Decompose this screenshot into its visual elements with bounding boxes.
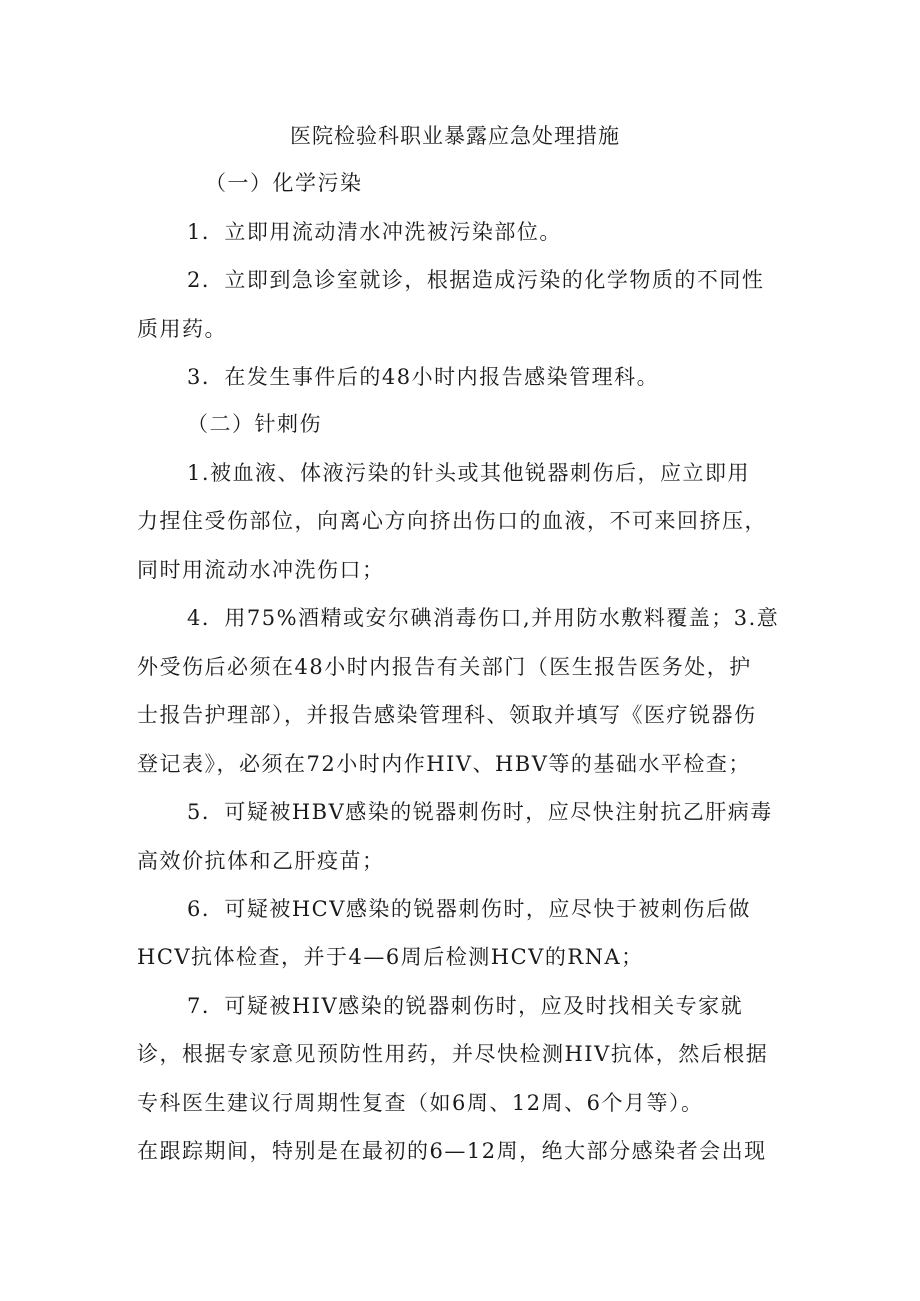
paragraph-line: 4．用75%酒精或安尔碘消毒伤口,并用防水敷料覆盖；3.意 (187, 606, 780, 630)
paragraph-line: 登记表》，必须在72小时内作HIV、HBV等的基础水平检查； (137, 752, 751, 776)
paragraph-line: 5．可疑被HBV感染的锐器刺伤时，应尽快注射抗乙肝病毒 (187, 800, 773, 824)
paragraph-line: HCV抗体检查，并于4—6周后检测HCV的RNA； (137, 945, 644, 969)
paragraph-line: 3．在发生事件后的48小时内报告感染管理科。 (187, 365, 660, 389)
paragraph-line: 6．可疑被HCV感染的锐器刺伤时，应尽快于被刺伤后做 (187, 897, 751, 921)
paragraph-line: 7．可疑被HIV感染的锐器刺伤时，应及时找相关专家就 (187, 994, 744, 1018)
paragraph-line: 在跟踪期间，特别是在最初的6—12周，绝大部分感染者会出现 (137, 1139, 767, 1163)
section-heading-needlestick: （二）针刺伤 (187, 412, 322, 436)
paragraph-line: 同时用流动水冲洗伤口； (137, 558, 385, 582)
paragraph-line: 质用药。 (137, 317, 227, 341)
paragraph-line: 力捏住受伤部位，向离心方向挤出伤口的血液，不可来回挤压， (137, 509, 767, 533)
paragraph-line: 士报告护理部），并报告感染管理科、领取并填写《医疗锐器伤 (137, 703, 757, 727)
paragraph-line: 1．立即用流动清水冲洗被污染部位。 (187, 220, 562, 244)
paragraph-line: 专科医生建议行周期性复查（如6周、12周、6个月等）。 (137, 1091, 704, 1115)
paragraph-line: 1.被血液、体液污染的针头或其他锐器刺伤后，应立即用 (187, 461, 751, 485)
paragraph-line: 外受伤后必须在48小时内报告有关部门（医生报告医务处，护 (137, 655, 752, 679)
paragraph-line: 2．立即到急诊室就诊，根据造成污染的化学物质的不同性 (187, 268, 765, 292)
page-title: 医院检验科职业暴露应急处理措施 (290, 124, 620, 148)
paragraph-line: 高效价抗体和乙肝疫苗； (137, 849, 385, 873)
section-heading-chemical: （一）化学污染 (205, 171, 363, 195)
paragraph-line: 诊，根据专家意见预防性用药，并尽快检测HIV抗体，然后根据 (137, 1042, 769, 1066)
